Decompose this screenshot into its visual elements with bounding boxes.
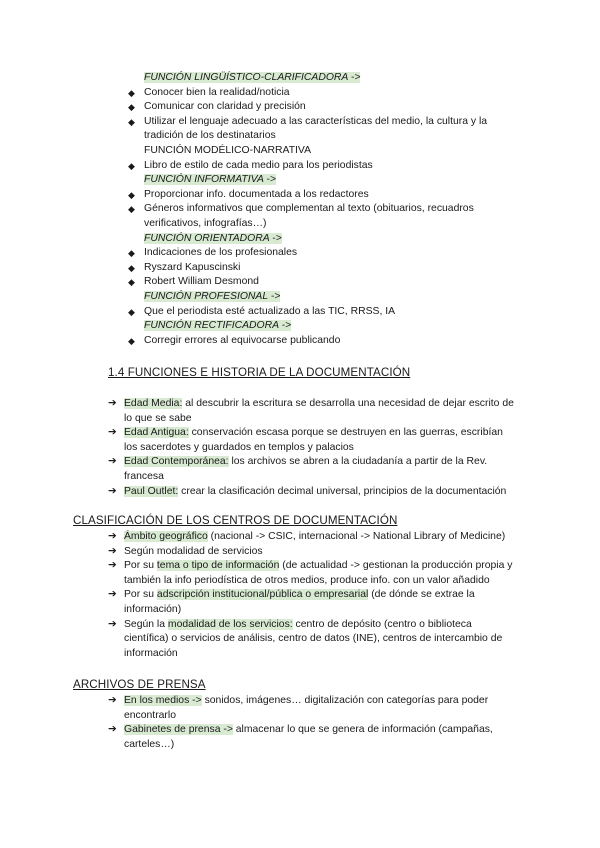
function-label-plain: FUNCIÓN MODÉLICO-NARRATIVA <box>144 144 312 156</box>
section-heading-archives: ARCHIVOS DE PRENSA <box>73 678 206 691</box>
list-item: ◆ Corregir errores al equivocarse publicando <box>128 334 528 349</box>
list-item: ◆ Robert William Desmond <box>128 275 528 290</box>
function-label: FUNCIÓN PROFESIONAL -> <box>144 290 281 302</box>
list-item: ➔ Edad Media: al descubrir la escritura se desarrolla una necesidad de dejar escrito de lo que se sabe <box>108 398 514 424</box>
diamond-bullet-icon: ◆ <box>128 262 135 273</box>
diamond-bullet-icon: ◆ <box>128 116 135 127</box>
diamond-bullet-icon: ◆ <box>128 189 135 200</box>
list-item: ◆ Conocer bien la realidad/noticia <box>128 86 528 101</box>
diamond-bullet-icon: ◆ <box>128 102 135 113</box>
list-item: ➔ En los medios -> sonidos, imágenes… digitalización con categorías para poder encontrarlo <box>108 695 489 721</box>
list-item: ◆ Comunicar con claridad y precisión <box>128 100 528 115</box>
list-item: ➔ Gabinetes de prensa -> almacenar lo que se genera de información (campañas, carteles…) <box>108 724 493 750</box>
list-item: ➔ Ámbito geográfico (nacional -> CSIC, internacional -> National Library of Medicine) <box>108 530 528 545</box>
arrow-bullet-icon: ➔ <box>108 485 117 497</box>
diamond-bullet-icon: ◆ <box>128 306 135 317</box>
list-item: ◆ Proporcionar info. documentada a los redactores <box>128 188 528 203</box>
arrow-bullet-icon: ➔ <box>108 560 117 572</box>
list-item: ➔ Por su adscripción institucional/pública o empresarial (de dónde se extrae la información) <box>108 589 475 615</box>
list-item: ◆ Géneros informativos que complementan al texto (obituarios, recuadros verificativos, infografías…) <box>128 203 474 229</box>
list-item: ➔ Edad Contemporánea: los archivos se abren a la ciudadanía a partir de la Rev. francesa <box>108 456 488 482</box>
archives-list <box>108 694 528 752</box>
arrow-bullet-icon: ➔ <box>108 427 117 439</box>
history-list <box>108 397 528 499</box>
arrow-bullet-icon: ➔ <box>108 589 117 601</box>
section-heading-classification: CLASIFICACIÓN DE LOS CENTROS DE DOCUMENTACIÓN <box>73 514 398 527</box>
arrow-bullet-icon: ➔ <box>108 545 117 557</box>
list-item: ➔ Paul Outlet: crear la clasificación decimal universal, principios de la documentación <box>108 485 528 500</box>
section-heading-history: 1.4 FUNCIONES E HISTORIA DE LA DOCUMENTACIÓN <box>108 366 411 379</box>
function-label: FUNCIÓN RECTIFICADORA -> <box>144 320 292 332</box>
arrow-bullet-icon: ➔ <box>108 618 117 630</box>
diamond-bullet-icon: ◆ <box>128 248 135 259</box>
function-label: FUNCIÓN LINGÜÍSTICO-CLARIFICADORA -> <box>144 72 361 83</box>
arrow-bullet-icon: ➔ <box>108 724 117 736</box>
list-item: ➔ Según modalidad de servicios <box>108 545 528 560</box>
list-item: ◆ Indicaciones de los profesionales <box>128 246 528 261</box>
diamond-bullet-icon: ◆ <box>128 204 135 215</box>
list-item: ➔ Por su tema o tipo de información (de actualidad -> gestionan la producción propia y también la info periodística de otros medios, produce info. con un valor añadido <box>108 560 513 586</box>
functions-block <box>128 71 528 348</box>
list-item: ◆ Libro de estilo de cada medio para los periodistas <box>128 159 528 174</box>
list-item: ◆ Que el periodista esté actualizado a las TIC, RRSS, IA <box>128 305 528 320</box>
diamond-bullet-icon: ◆ <box>128 335 135 346</box>
function-label: FUNCIÓN ORIENTADORA -> <box>144 232 282 244</box>
list-item: ◆ Utilizar el lenguaje adecuado a las características del medio, la cultura y la tradición de los destinatarios <box>128 115 488 142</box>
arrow-bullet-icon: ➔ <box>108 456 117 468</box>
list-item: ➔ Según la modalidad de los servicios: centro de depósito (centro o biblioteca científica) o servicios de análisis, centro de datos (INE), centros de intercambio de información <box>108 618 503 659</box>
classification-list <box>108 530 528 661</box>
list-item: ◆ Ryszard Kapuscinski <box>128 261 528 276</box>
arrow-bullet-icon: ➔ <box>108 531 117 542</box>
list-item: ➔ Edad Antigua: conservación escasa porque se destruyen en las guerras, escribían los sacerdotes y guardados en templos y palacios <box>108 427 503 453</box>
arrow-bullet-icon: ➔ <box>108 695 117 706</box>
diamond-bullet-icon: ◆ <box>128 160 135 171</box>
arrow-bullet-icon: ➔ <box>108 398 117 409</box>
diamond-bullet-icon: ◆ <box>128 277 135 288</box>
diamond-bullet-icon: ◆ <box>128 87 135 98</box>
function-label: FUNCIÓN INFORMATIVA -> <box>144 174 276 186</box>
